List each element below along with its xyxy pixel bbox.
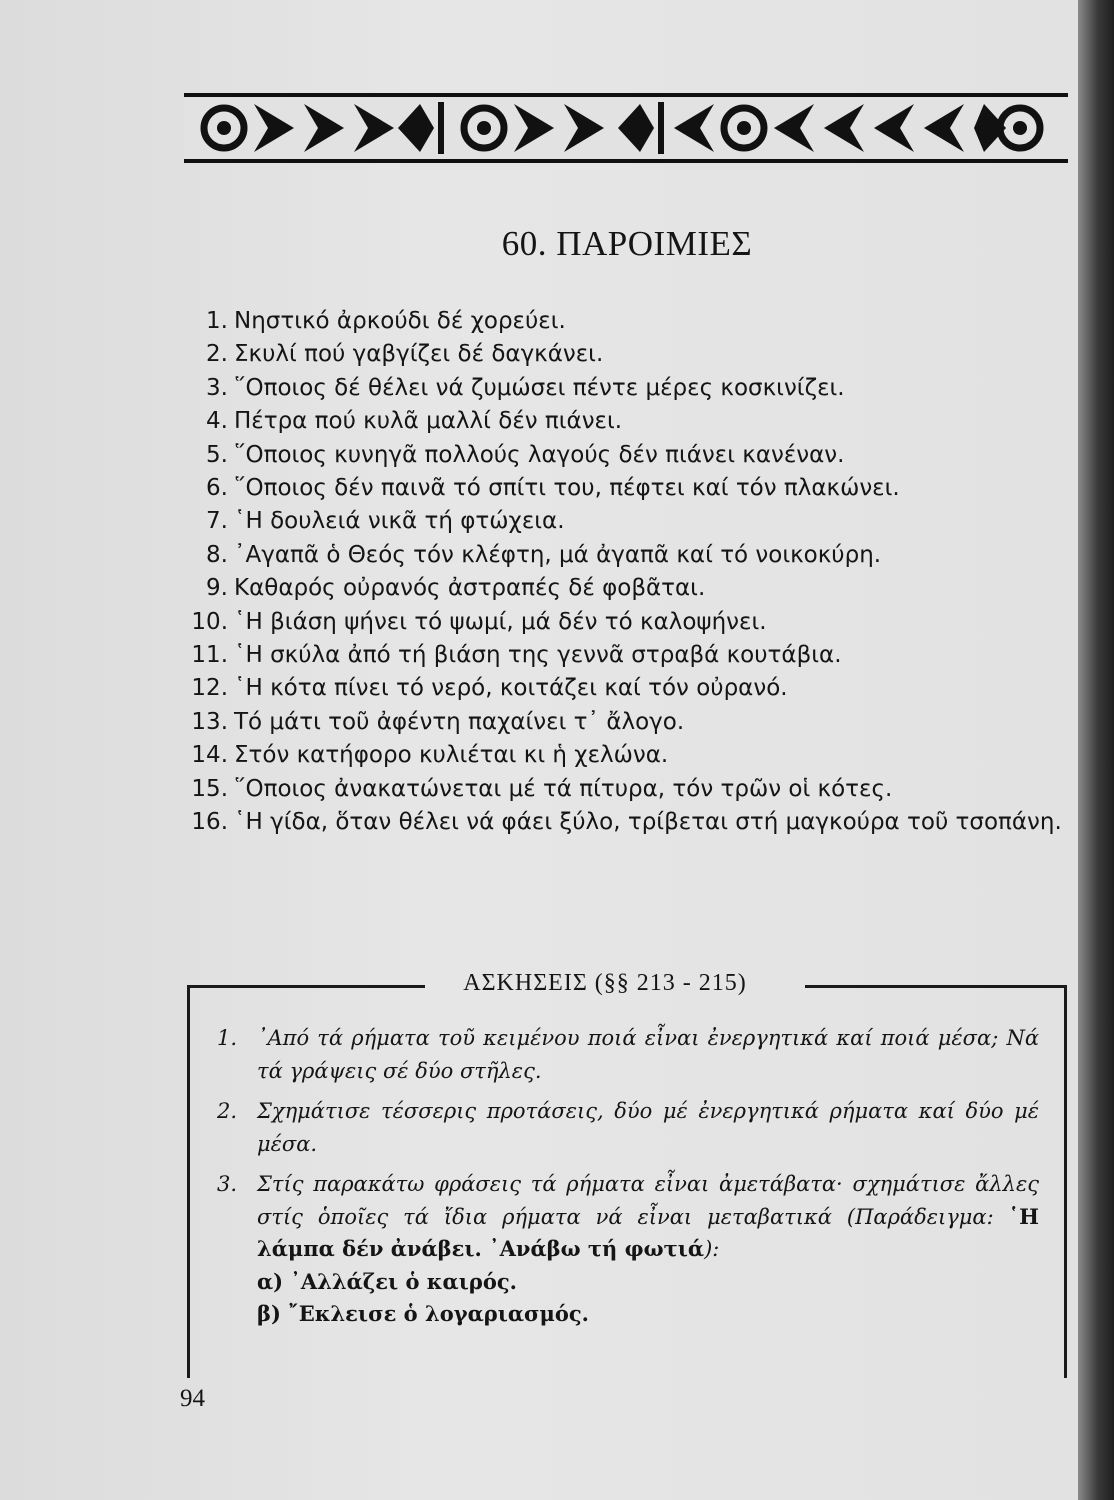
list-item-text: ᾿Αγαπᾶ ὁ Θεός τόν κλέφτη, μά ἀγαπᾶ καί τό νοικοκύρη. (234, 541, 882, 568)
exercise-list (217, 1022, 1039, 1331)
example-close: ): (704, 1237, 720, 1261)
list-item-number: 8. (206, 541, 228, 568)
exercise-subitem: α) ᾿Αλλάζει ὁ καιρός. (257, 1268, 517, 1294)
list-item-text: Σκυλί πού γαβγίζει δέ δαγκάνει. (234, 341, 604, 368)
decorative-border-band (184, 92, 1068, 164)
exercise-box-rule-right (805, 985, 1067, 988)
list-item (186, 338, 1076, 371)
exercise-box-rule-left (187, 985, 425, 988)
list-item-number: 5. (206, 441, 228, 468)
page-title: 60. ΠΑΡΟΙΜΙΕΣ (501, 224, 753, 263)
exercise-text (257, 1168, 1039, 1266)
exercise-text: Σχημάτισε τέσσερις προτάσεις, δύο μέ ἐνεργητικά ρήματα καί δύο μέ μέσα. (257, 1099, 1039, 1156)
list-item (186, 706, 1076, 739)
list-item (186, 439, 1076, 472)
exercise-item (217, 1095, 1039, 1160)
list-item-text: ῾Η γίδα, ὅταν θέλει νά φάει ξύλο, τρίβεται στή μαγκούρα τοῦ τσοπάνη. (234, 809, 1062, 836)
exercise-heading: ΑΣΚΗΣΕΙΣ (§§ 213 - 215) (463, 970, 747, 996)
exercise-instruction: Στίς παρακάτω φράσεις τά ρήματα εἶναι ἀμετάβατα· σχημάτισε ἄλλες στίς ὁποῖες τά ἴδια ρήματα νά εἶναι μεταβατικά (257, 1172, 1039, 1229)
list-item-number: 11. (191, 642, 228, 669)
page-number: 94 (180, 1385, 205, 1412)
list-item-number: 13. (191, 708, 228, 735)
exercise-number: 1. (217, 1026, 238, 1050)
list-item-number: 9. (206, 575, 228, 602)
list-item-text: Καθαρός οὐρανός ἀστραπές δέ φοβᾶται. (234, 575, 706, 602)
exercise-subitem: β) ῎Εκλεισε ὁ λογαριασμός. (257, 1301, 589, 1326)
list-item-number: 14. (191, 742, 228, 769)
list-item-text: ῾Η κότα πίνει τό νερό, κοιτάζει καί τόν οὐρανό. (234, 675, 788, 702)
list-item-text: ῾Η σκύλα ἀπό τή βιάση της γεννᾶ στραβά κουτάβια. (234, 642, 842, 669)
list-item-number: 16. (191, 809, 228, 836)
list-item-number: 2. (206, 341, 228, 368)
list-item-number: 6. (206, 475, 228, 502)
list-item-number: 12. (191, 675, 228, 702)
list-item (186, 572, 1076, 605)
list-item-number: 1. (206, 308, 228, 334)
list-item (186, 773, 1076, 806)
list-item (186, 806, 1076, 839)
list-item-number: 10. (191, 608, 228, 635)
example-text: ῾Η λάμπα δέν ἀνάβει. ᾿Ανάβω τή φωτιά (257, 1203, 1039, 1261)
list-item-text: ῾Η βιάση ψήνει τό ψωμί, μά δέν τό καλοψήνει. (234, 608, 767, 635)
list-item (186, 372, 1076, 405)
proverbs-list (186, 305, 1076, 840)
list-item (186, 539, 1076, 572)
list-item (186, 606, 1076, 639)
list-item (186, 405, 1076, 438)
list-item-number: 4. (206, 408, 228, 435)
list-item (186, 305, 1076, 338)
list-item (186, 672, 1076, 705)
exercise-number: 3. (217, 1172, 238, 1196)
list-item-text: ῞Οποιος δέν παινᾶ τό σπίτι του, πέφτει καί τόν πλακώνει. (234, 475, 900, 502)
list-item-text: Στόν κατήφορο κυλιέται κι ἡ χελώνα. (234, 742, 669, 769)
list-item (186, 639, 1076, 672)
list-item-text: ῾Η δουλειά νικᾶ τή φτώχεια. (234, 508, 565, 535)
exercise-item (217, 1168, 1039, 1266)
list-item-text: ῞Οποιος ἀνακατώνεται μέ τά πίτυρα, τόν τρῶν οἱ κότες. (234, 775, 893, 802)
exercise-text: ᾿Από τά ρήματα τοῦ κειμένου ποιά εἶναι ἐνεργητικά καί ποιά μέσα; Νά τά γράψεις σέ δύο στῆλες. (257, 1026, 1039, 1083)
list-item-number: 3. (206, 374, 228, 401)
list-item-number: 7. (206, 508, 228, 535)
list-item (186, 739, 1076, 772)
list-item-text: Τό μάτι τοῦ ἀφέντη παχαίνει τ᾿ ἄλογο. (234, 708, 685, 735)
list-item (186, 472, 1076, 505)
example-open: (Παράδειγμα: (846, 1204, 994, 1229)
list-item-text: ῞Οποιος δέ θέλει νά ζυμώσει πέντε μέρες κοσκινίζει. (234, 374, 845, 401)
exercise-number: 2. (217, 1099, 238, 1123)
list-item (186, 505, 1076, 538)
exercise-item (217, 1022, 1039, 1087)
list-item-text: Πέτρα πού κυλᾶ μαλλί δέν πιάνει. (234, 408, 623, 435)
list-item-text: Νηστικό ἀρκούδι δέ χορεύει. (234, 308, 566, 334)
list-item-text: ῞Οποιος κυνηγᾶ πολλούς λαγούς δέν πιάνει κανέναν. (234, 441, 845, 468)
list-item-number: 15. (191, 775, 228, 802)
